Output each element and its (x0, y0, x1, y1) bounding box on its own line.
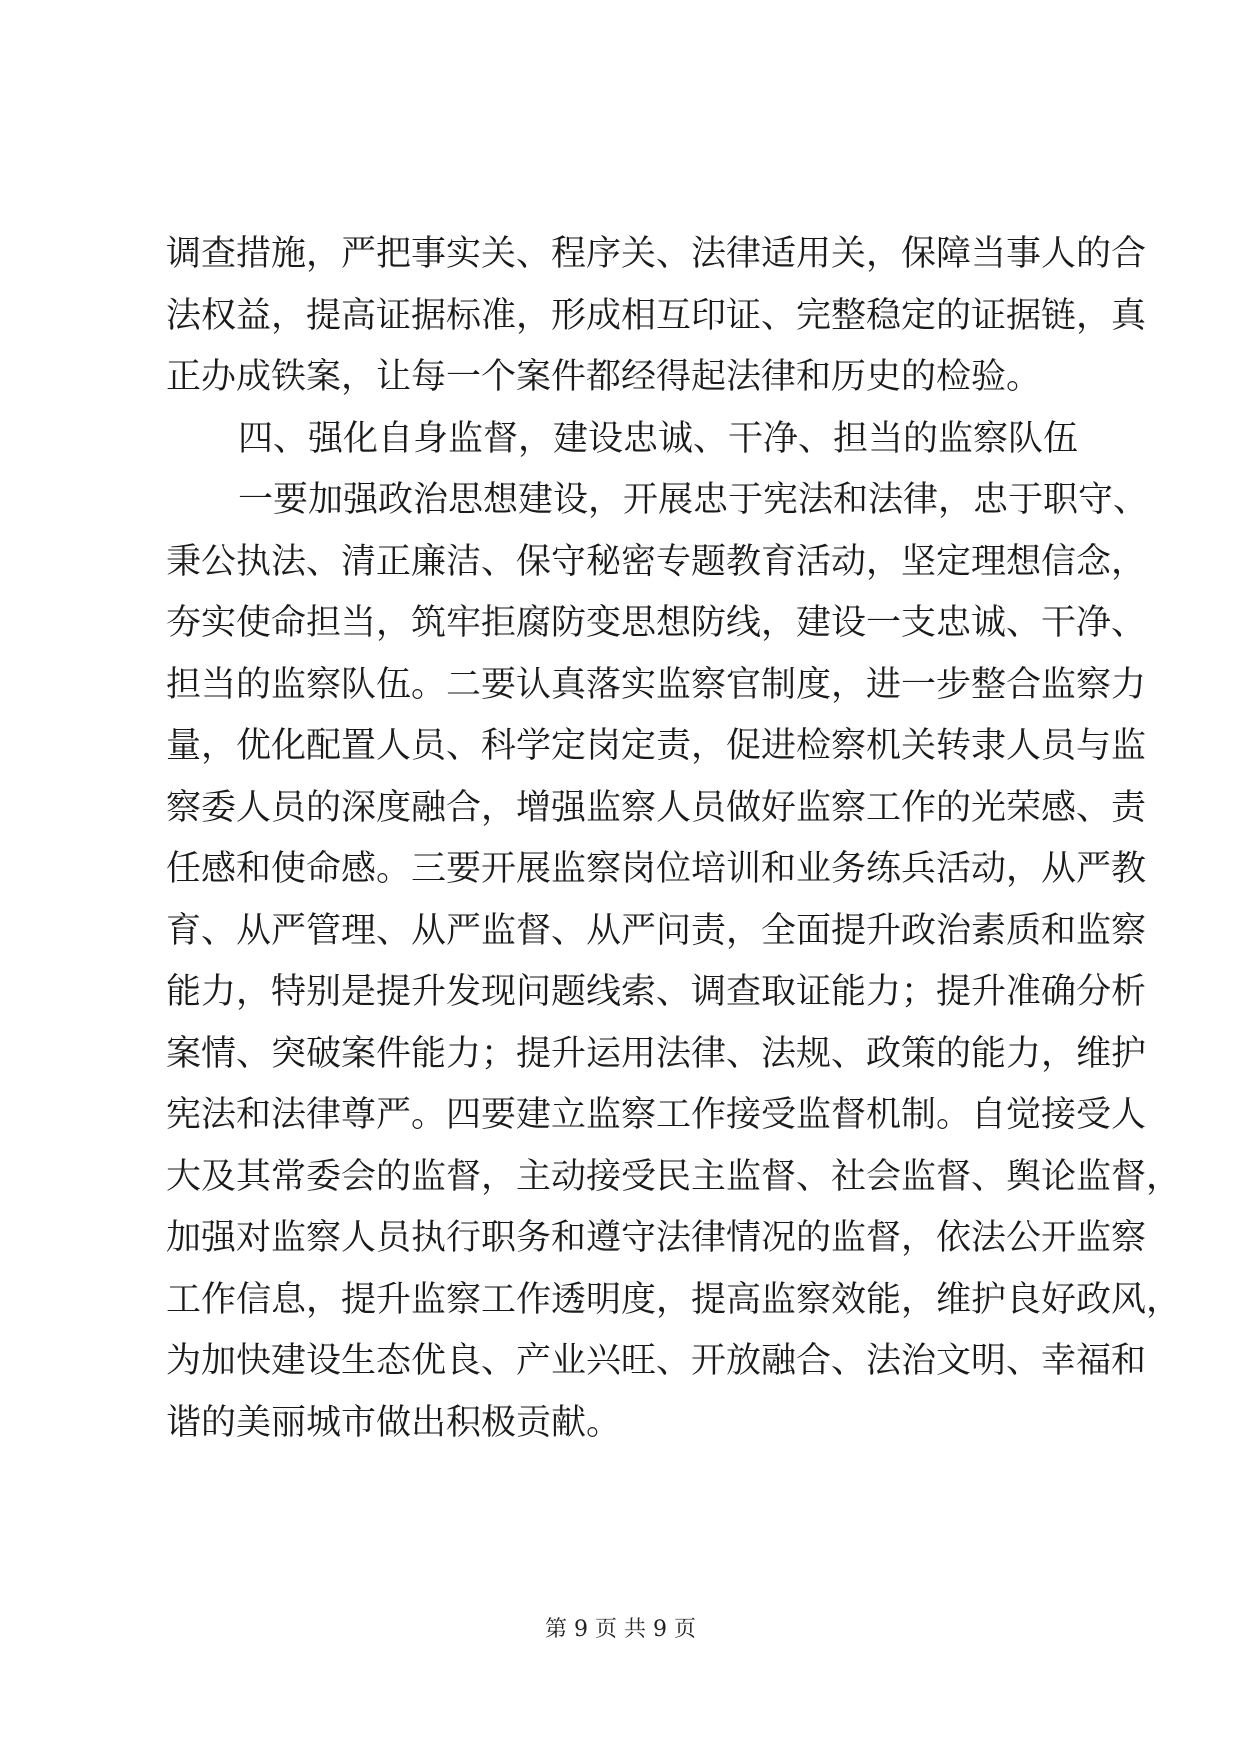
text-line: 察委人员的深度融合，增强监察人员做好监察工作的光荣感、责 (166, 787, 1147, 828)
text-line: 宪法和法律尊严。四要建立监察工作接受监督机制。自觉接受人 (166, 1095, 1147, 1135)
text-line: 为加快建设生态优良、产业兴旺、开放融合、法治文明、幸福和 (166, 1341, 1147, 1381)
text-line: 量，优化配置人员、科学定岗定责，促进检察机关转隶人员与监 (166, 726, 1147, 766)
text-line: 法权益，提高证据标准，形成相互印证、完整稳定的证据链，真 (166, 295, 1147, 336)
section-heading: 四、强化自身监督，建设忠诚、干净、担当的监察队伍 (238, 418, 1079, 459)
text-line: 任感和使命感。三要开展监察岗位培训和业务练兵活动，从严教 (166, 849, 1147, 889)
text-line: 夯实使命担当，筑牢拒腐防变思想防线，建设一支忠诚、干净、 (166, 603, 1147, 643)
text-line: 案情、突破案件能力；提升运用法律、法规、政策的能力，维护 (166, 1033, 1147, 1074)
page-number-footer: 第 9 页 共 9 页 (545, 1617, 696, 1642)
text-line: 一要加强政治思想建设，开展忠于宪法和法律，忠于职守、 (238, 480, 1149, 520)
text-line: 担当的监察队伍。二要认真落实监察官制度，进一步整合监察力 (166, 664, 1147, 705)
text-line: 能力，特别是提升发现问题线索、调查取证能力；提升准确分析 (166, 972, 1147, 1012)
text-line: 大及其常委会的监督，主动接受民主监督、社会监督、舆论监督， (166, 1156, 1182, 1197)
text-line: 正办成铁案，让每一个案件都经得起法律和历史的检验。 (166, 357, 1042, 397)
body-text (166, 224, 1182, 1454)
text-line: 育、从严管理、从严监督、从严问责，全面提升政治素质和监察 (166, 910, 1147, 951)
text-line: 加强对监察人员执行职务和遵守法律情况的监督，依法公开监察 (166, 1218, 1147, 1258)
text-line: 工作信息，提升监察工作透明度，提高监察效能，维护良好政风， (166, 1279, 1182, 1320)
text-line: 秉公执法、清正廉洁、保守秘密专题教育活动，坚定理想信念， (166, 541, 1147, 582)
text-line: 调查措施，严把事实关、程序关、法律适用关，保障当事人的合 (166, 234, 1147, 274)
text-line: 谐的美丽城市做出积极贡献。 (166, 1402, 622, 1443)
